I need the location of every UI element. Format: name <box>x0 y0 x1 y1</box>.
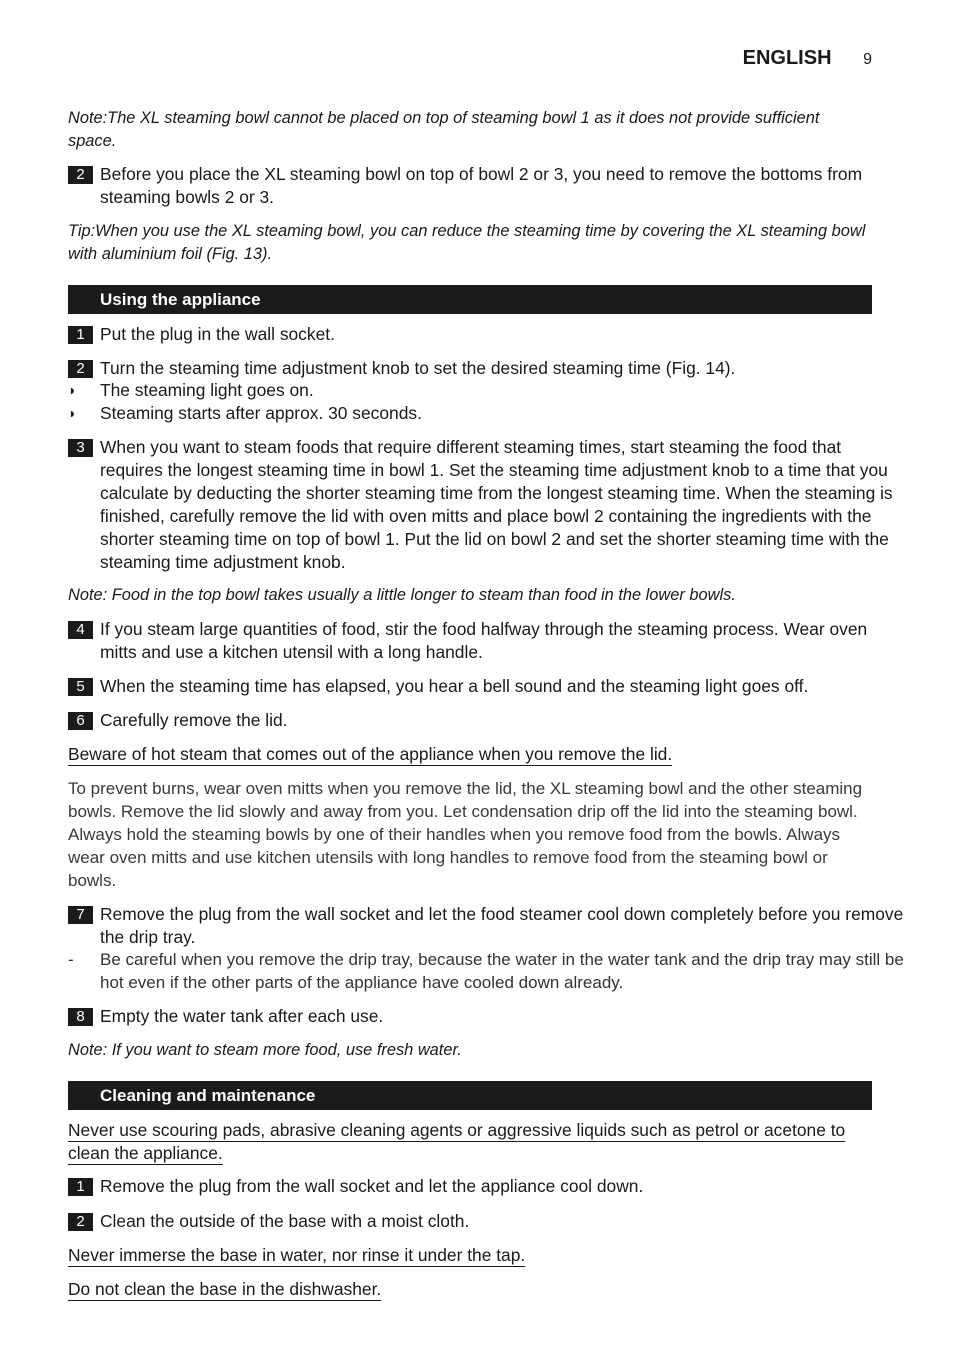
step-number: 7 <box>68 906 93 924</box>
note-top-bowl: Note: Food in the top bowl takes usually a little longer to steam than food in the lower bowls. <box>68 586 736 604</box>
bullet-item <box>68 402 904 425</box>
warning-text: Never use scouring pads, abrasive cleaning agents or aggressive liquids such as petrol or acetone to clean the appliance. <box>68 1120 846 1163</box>
step-xl-2 <box>68 163 904 209</box>
step-text: Clean the outside of the base with a moist cloth. <box>100 1211 470 1231</box>
section-heading-using <box>68 285 872 314</box>
step-number: 2 <box>68 166 93 184</box>
step-text: Remove the plug from the wall socket and let the food steamer cool down completely before you remove the drip tray. <box>100 904 904 947</box>
using-step-3 <box>68 436 904 574</box>
page-number: 9 <box>863 51 872 68</box>
step-number: 1 <box>68 1178 93 1196</box>
warning-hot-steam <box>68 743 872 766</box>
step-text: Carefully remove the lid. <box>100 710 288 730</box>
using-step-8 <box>68 1005 904 1028</box>
warning-immerse <box>68 1244 872 1267</box>
warning-text: Beware of hot steam that comes out of the appliance when you remove the lid. <box>68 744 673 764</box>
dash-text: Be careful when you remove the drip tray, because the water in the water tank and the drip tray may still be hot even if the other parts of the appliance have cooled down already. <box>100 950 904 992</box>
step-text: Empty the water tank after each use. <box>100 1006 384 1026</box>
using-step-5 <box>68 675 904 698</box>
note-xl-bowl: Note:The XL steaming bowl cannot be placed on top of steaming bowl 1 as it does not provide sufficient space. <box>68 109 820 150</box>
note-fresh-water: Note: If you want to steam more food, use fresh water. <box>68 1041 462 1059</box>
bullet-icon: ◗ <box>68 405 77 421</box>
bullet-icon: ◗ <box>68 382 77 398</box>
cleaning-step-2 <box>68 1210 904 1233</box>
cleaning-step-1 <box>68 1175 904 1198</box>
using-step-4 <box>68 618 904 664</box>
bullet-item <box>68 379 904 402</box>
section-title: Using the appliance <box>100 290 261 309</box>
step-text: Remove the plug from the wall socket and let the appliance cool down. <box>100 1176 644 1196</box>
step-number: 6 <box>68 712 93 730</box>
burns-paragraph: To prevent burns, wear oven mitts when you remove the lid, the XL steaming bowl and the other steaming bowls. Remove the lid slowly and away from you. Let condensation drip off the lid into the steaming bowl. Always hold the steaming bowls by one of their handles when you remove food from the bowls. Always wear oven mitts and use kitchen utensils with long handles to remove food from the steaming bowl or bowls. <box>68 779 863 890</box>
step-text: If you steam large quantities of food, stir the food halfway through the steaming process. Wear oven mitts and use a kitchen utensil with a long handle. <box>100 619 868 662</box>
step-number: 2 <box>68 360 93 378</box>
page-header <box>68 47 872 75</box>
step-number: 8 <box>68 1008 93 1026</box>
bullet-text: Steaming starts after approx. 30 seconds. <box>100 403 422 423</box>
step-number: 1 <box>68 326 93 344</box>
step-number: 3 <box>68 439 93 457</box>
warning-text: Never immerse the base in water, nor rinse it under the tap. <box>68 1245 526 1265</box>
using-step-1 <box>68 323 904 346</box>
tip-xl-bowl: Tip:When you use the XL steaming bowl, you can reduce the steaming time by covering the XL steaming bowl with aluminium foil (Fig. 13). <box>68 222 866 263</box>
step-text: Before you place the XL steaming bowl on top of bowl 2 or 3, you need to remove the bottoms from steaming bowls 2 or 3. <box>100 164 863 207</box>
warning-scouring <box>68 1119 872 1165</box>
section-title: Cleaning and maintenance <box>100 1086 316 1105</box>
step-number: 2 <box>68 1213 93 1231</box>
using-step-2 <box>68 357 904 380</box>
step-number: 4 <box>68 621 93 639</box>
dash-icon: - <box>68 950 74 969</box>
language-label: ENGLISH <box>742 47 832 69</box>
using-step-7 <box>68 903 904 949</box>
dash-item <box>68 948 904 994</box>
bullet-text: The steaming light goes on. <box>100 380 314 400</box>
step-number: 5 <box>68 678 93 696</box>
section-heading-cleaning <box>68 1081 872 1110</box>
warning-dishwasher <box>68 1278 872 1301</box>
step-text: Turn the steaming time adjustment knob to set the desired steaming time (Fig. 14). <box>100 358 736 378</box>
step-text: When the steaming time has elapsed, you hear a bell sound and the steaming light goes off. <box>100 676 809 696</box>
step-text: When you want to steam foods that require different steaming times, start steaming the food that requires the longest steaming time in bowl 1. Set the steaming time adjustment knob to a time that you calculate by deducting the shorter steaming time from the longest steaming time. When the steaming is finished, carefully remove the lid with oven mitts and place bowl 2 containing the ingredients with the shorter steaming time on top of bowl 1. Put the lid on bowl 2 and set the shorter steaming time with the steaming time adjustment knob. <box>100 437 893 572</box>
using-step-6 <box>68 709 904 732</box>
step-text: Put the plug in the wall socket. <box>100 324 335 344</box>
warning-text: Do not clean the base in the dishwasher. <box>68 1279 382 1299</box>
